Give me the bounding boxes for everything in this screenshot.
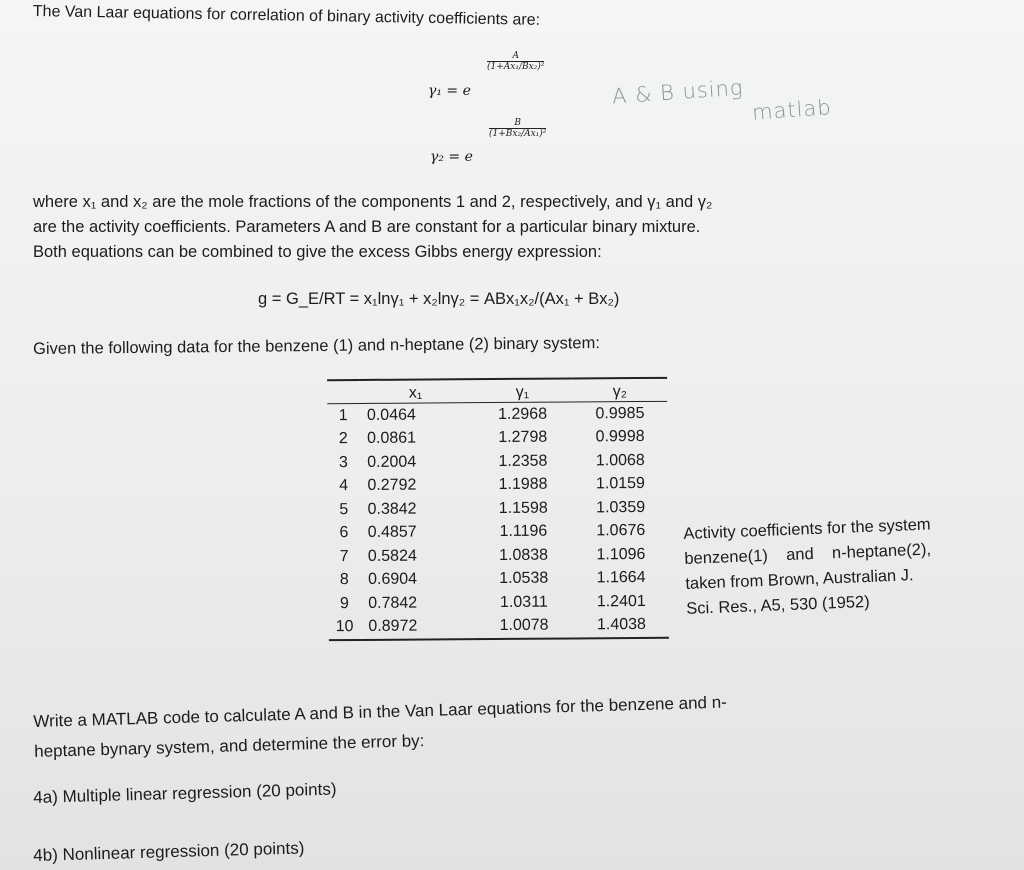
gamma1-value: 1.2358	[498, 452, 548, 470]
table-caption	[683, 513, 934, 622]
table-row	[328, 519, 668, 545]
part-4b: 4b) Nonlinear regression (20 points)	[33, 838, 305, 865]
table-row	[328, 472, 668, 498]
gamma2-value: 1.4038	[596, 616, 646, 634]
problem-title: The Van Laar equations for correlation of binary activity coefficients are:	[32, 3, 541, 29]
activity-coefficient-table	[327, 377, 669, 641]
gamma2-value: 1.0676	[596, 522, 646, 540]
given-text: Given the following data for the benzene (1) and n-heptane (2) binary system:	[33, 334, 600, 358]
table-row	[328, 496, 668, 522]
caption-line: Activity coefficients for the system	[683, 515, 931, 543]
gamma2-value: 1.0068	[595, 451, 645, 470]
table-row	[327, 401, 667, 427]
x1-value: 0.2792	[367, 476, 417, 495]
gamma2-exp-denominator: (1+Bx₂/Ax₁)²	[489, 129, 547, 139]
gamma1-value: 1.2798	[498, 428, 548, 447]
row-index: 8	[339, 571, 349, 589]
gamma1-value: 1.0311	[499, 593, 548, 611]
gamma1-value: 1.0838	[499, 546, 549, 564]
caption-line: taken from Brown, Australian J.	[685, 566, 914, 593]
gamma2-value: 1.1664	[596, 569, 646, 587]
gamma1-lhs: γ₁ = e	[428, 83, 471, 99]
gamma2-value: 1.0159	[595, 475, 645, 493]
gamma1-value: 1.0078	[499, 616, 549, 635]
gamma1-value: 1.1598	[498, 499, 548, 517]
table-row	[328, 566, 668, 592]
row-index: 2	[338, 430, 348, 448]
x1-value: 0.3842	[367, 500, 417, 518]
caption-line: Sci. Res., A5, 530 (1952)	[685, 592, 870, 618]
gamma2-value: 1.1096	[596, 545, 646, 564]
task-line: Write a MATLAB code to calculate A and B in the Van Laar equations for the benzene and n-	[33, 692, 728, 731]
row-index: 9	[339, 594, 349, 612]
row-index: 7	[339, 547, 349, 565]
paragraph-line: Both equations can be combined to give the excess Gibbs energy expression:	[33, 243, 602, 261]
row-index: 3	[338, 453, 348, 471]
header-gamma2: γ₂	[572, 378, 667, 402]
gamma2-value: 1.0359	[596, 498, 646, 517]
row-index: 10	[335, 618, 354, 636]
row-index: 1	[338, 406, 348, 424]
x1-value: 0.4857	[367, 523, 417, 542]
header-x1: x₁	[359, 379, 473, 403]
task-line: heptane bynary system, and determine the error by:	[33, 731, 425, 761]
x1-value: 0.0861	[367, 429, 417, 448]
gamma1-value: 1.2968	[498, 405, 548, 423]
gamma1-value: 1.1988	[498, 475, 548, 494]
paragraph-line: where x₁ and x₂ are the mole fractions of the components 1 and 2, respectively, and γ₁ and γ₂	[33, 193, 713, 211]
x1-value: 0.7842	[368, 594, 418, 612]
task-text	[33, 688, 728, 767]
handwritten-note-line1: A & B using	[611, 75, 745, 109]
caption-line: benzene(1) and n-heptane(2),	[684, 540, 932, 568]
gamma2-value: 0.9985	[595, 404, 645, 423]
gamma1-exp-denominator: (1+Ax₁/Bx₂)²	[487, 62, 545, 72]
x1-value: 0.8972	[368, 617, 418, 636]
gamma1-exp-numerator: A	[487, 51, 544, 62]
header-gamma1: γ₁	[472, 378, 572, 402]
gibbs-equation: g = G_E/RT = x₁lnγ₁ + x₂lnγ₂ = ABx₁x₂/(Ax₁ + Bx₂)	[258, 290, 620, 308]
x1-value: 0.5824	[367, 547, 417, 565]
table-row	[329, 590, 669, 616]
table-row	[328, 543, 668, 569]
row-index: 5	[339, 500, 349, 518]
table-row	[327, 425, 667, 451]
paragraph-line: are the activity coefficients. Parameters A and B are constant for a particular binary mixture.	[33, 218, 701, 236]
header-index	[327, 380, 359, 404]
gamma2-value: 1.2401	[596, 592, 646, 611]
part-4a: 4a) Multiple linear regression (20 points)	[33, 779, 337, 807]
gamma2-exponent	[489, 118, 546, 139]
gamma1-value: 1.0538	[499, 569, 549, 588]
handwritten-note-line2: matlab	[751, 95, 833, 125]
x1-value: 0.0464	[366, 406, 416, 424]
table-row	[329, 613, 669, 640]
gamma1-value: 1.1196	[499, 522, 548, 541]
description-paragraph	[33, 190, 712, 265]
row-index: 6	[339, 524, 349, 542]
x1-value: 0.2004	[367, 453, 417, 471]
table-row	[328, 449, 668, 475]
gamma2-lhs: γ₂ = e	[430, 149, 473, 165]
table-header-row	[327, 378, 667, 404]
x1-value: 0.6904	[368, 570, 418, 589]
gamma2-exp-numerator: B	[489, 118, 546, 129]
gamma2-value: 0.9998	[595, 428, 645, 446]
row-index: 4	[339, 477, 349, 495]
gamma1-exponent	[487, 51, 544, 72]
